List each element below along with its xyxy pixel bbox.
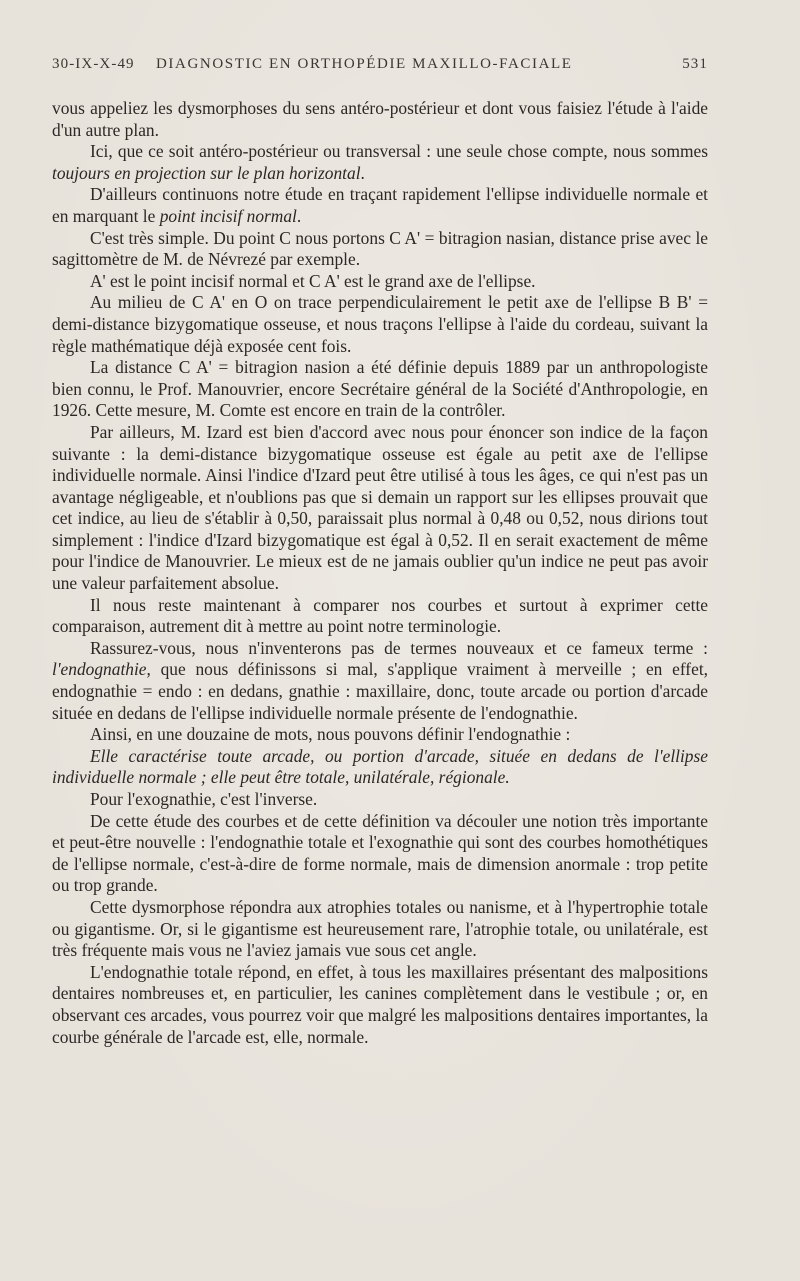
paragraph: De cette étude des courbes et de cette définition va découler une notion très importante et peut-être nouvelle : l'endognathie totale et l'exognathie qui sont des courbes homothétiques de l'ellipse normale, c'est-à-dire de forme normale, mais de dimension anormale : trop petite ou trop grande.: [52, 810, 708, 896]
emphasis: toujours en projection sur le plan horizontal: [52, 162, 361, 183]
paragraph: Ainsi, en une douzaine de mots, nous pouvons définir l'endognathie :: [90, 724, 571, 745]
header-title: DIAGNOSTIC EN ORTHOPÉDIE MAXILLO-FACIALE: [156, 56, 573, 72]
paragraph: C'est très simple. Du point C nous portons C A' = bitragion nasian, distance prise avec le sagittomètre de M. de Névrezé par exemple.: [52, 227, 708, 270]
paragraph: Il nous reste maintenant à comparer nos courbes et surtout à exprimer cette comparaison, autrement dit à mettre au point notre terminologie.: [52, 594, 708, 637]
paragraph: vous appeliez les dysmorphoses du sens antéro-postérieur et dont vous faisiez l'étude à l'aide d'un autre plan.: [52, 98, 708, 140]
paragraph: Au milieu de C A' en O on trace perpendiculairement le petit axe de l'ellipse B B' = demi-distance bizygomatique osseuse, et nous traçons l'ellipse à l'aide du cordeau, suivant la règle mathématique déjà exposée cent fois.: [52, 292, 708, 356]
paragraph: Par ailleurs, M. Izard est bien d'accord avec nous pour énoncer son indice de la façon suivante : la demi-distance bizygomatique osseuse est égale au petit axe de l'ellipse individuelle normale. Ainsi l'indice d'Izard peut être utilisé à tous les âges, ce qui n'est pas un avantage négligeable, et n'oublions pas que si demain un rapport sur les ellipses prouvait que cet indice, au lieu de s'établir à 0,50, paraissait plus normal à 0,48 ou 0,52, nous dirions tout simplement : l'indice d'Izard bizygomatique est égal à 0,52. Il en serait exactement de même pour l'indice de Manouvrier. Le mieux est de ne jamais oublier qu'un indice ne peut pas avoir une valeur parfaitement absolue.: [52, 421, 708, 594]
paragraph: L'endognathie totale répond, en effet, à tous les maxillaires présentant des malpositions dentaires nombreuses et, en particulier, les canines complètement dans le vestibule ; or, en observant ces arcades, vous pourrez voir que malgré les malpositions dentaires importantes, la courbe générale de l'arcade est, elle, normale.: [52, 961, 708, 1047]
paragraph: La distance C A' = bitragion nasion a été définie depuis 1889 par un anthropologiste bien connu, le Prof. Manouvrier, encore Secrétaire général de la Société d'Anthropologie, en 1926. Cette mesure, M. Comte est encore en train de la contrôler.: [52, 357, 708, 421]
page-number: 531: [682, 56, 708, 72]
paragraph: D'ailleurs continuons notre étude en traçant rapidement l'ellipse individuelle normale et en marquant le point incisif normal.: [52, 184, 708, 226]
paragraph: Ici, que ce soit antéro-postérieur ou transversal : une seule chose compte, nous sommes toujours en projection sur le plan horizontal.: [52, 141, 708, 183]
paragraph: Cette dysmorphose répondra aux atrophies totales ou nanisme, et à l'hypertrophie totale ou gigantisme. Or, si le gigantisme est heureusement rare, l'atrophie totale, ou unilatérale, est très fréquente mais vous ne l'aviez jamais vue sous cet angle.: [52, 896, 708, 961]
paragraph: Rassurez-vous, nous n'inventerons pas de termes nouveaux et ce fameux terme : l'endognathie, que nous définissons si mal, s'applique vraiment à merveille ; en effet, endognathie = endo : en dedans, gnathie : maxillaire, donc, toute arcade ou portion d'arcade située en dedans de l'ellipse individuelle normale présente de l'endognathie.: [52, 637, 708, 723]
header-date: 30-IX-X-49: [52, 56, 135, 72]
paragraph: A' est le point incisif normal et C A' est le grand axe de l'ellipse.: [90, 270, 536, 291]
body-text: [52, 98, 708, 1048]
emphasis: l'endognathie: [52, 659, 147, 680]
running-header: [52, 56, 708, 78]
definition-paragraph: Elle caractérise toute arcade, ou portion d'arcade, située en dedans de l'ellipse individuelle normale ; elle peut être totale, unilatérale, régionale.: [52, 745, 708, 788]
emphasis: point incisif normal: [159, 205, 297, 226]
paragraph: Pour l'exognathie, c'est l'inverse.: [90, 789, 318, 809]
